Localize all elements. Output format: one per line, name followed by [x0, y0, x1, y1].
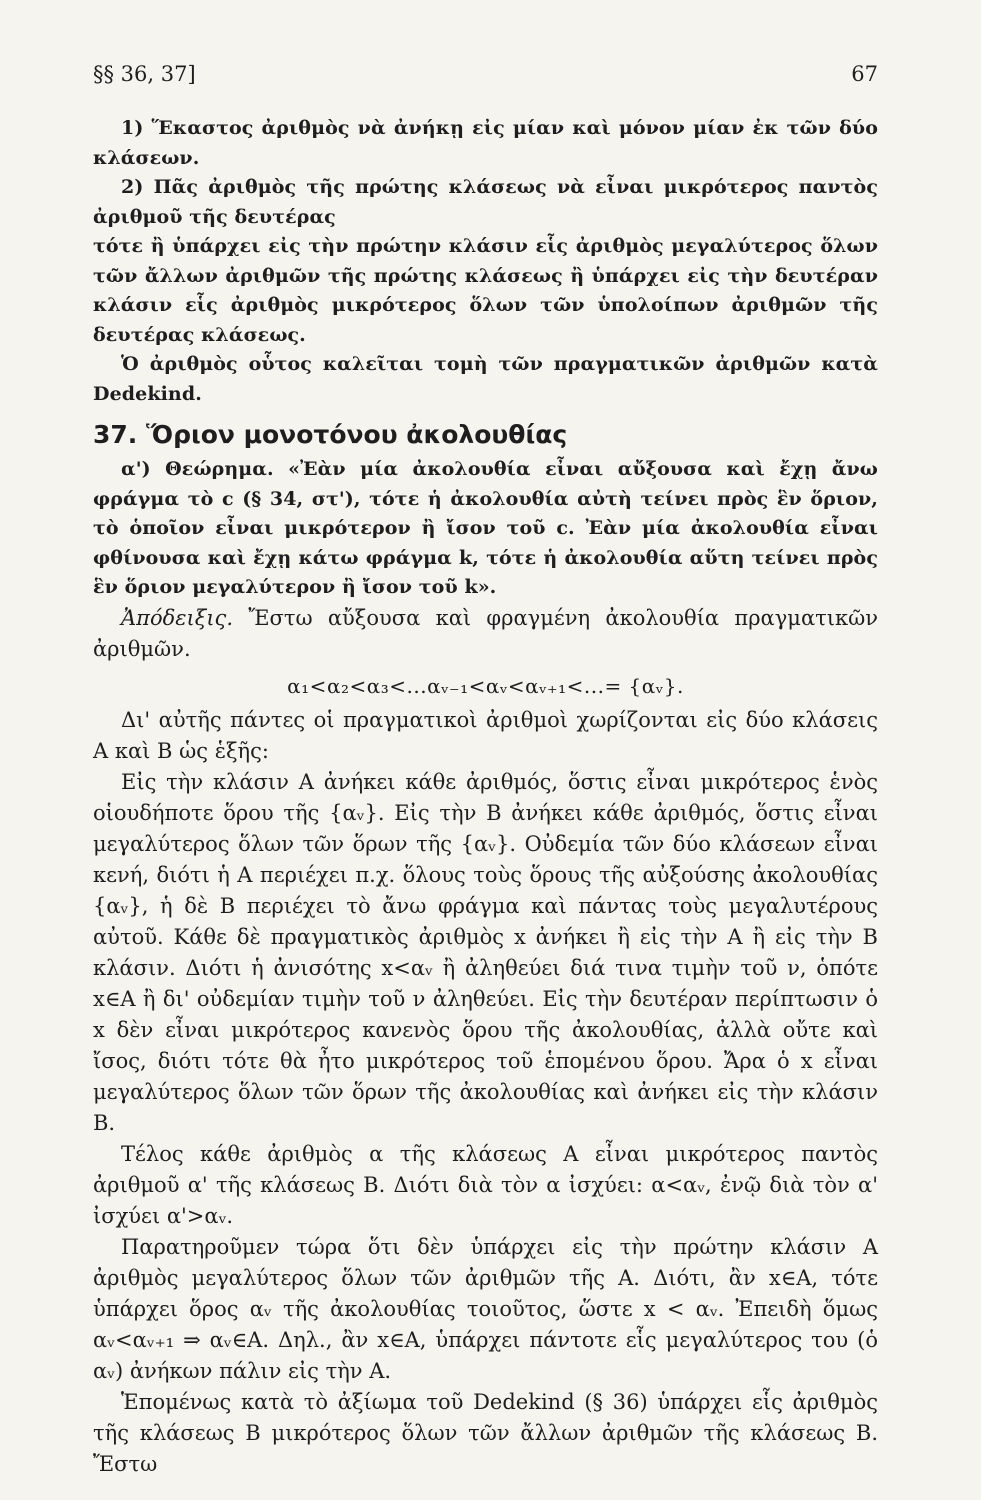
paragraph-classes: Δι' αὐτῆς πάντες οἱ πραγματικοὶ ἀριθμοὶ χωρίζονται εἰς δύο κλάσεις Α καὶ Β ὡς ἑξῆς: — [93, 707, 878, 763]
proof-label: Ἀπόδειξις. — [121, 605, 233, 630]
sequence-formula: α₁<α₂<α₃<...αᵥ₋₁<αᵥ<αᵥ₊₁<...= {αᵥ}. — [287, 673, 684, 698]
section-number: 37. — [93, 420, 138, 449]
page-number: 67 — [851, 62, 878, 86]
paragraph-no-maximum: Παρατηροῦμεν τώρα ὅτι δὲν ὑπάρχει εἰς τὴν πρώτην κλάσιν Α ἀριθμὸς μεγαλύτερος ὅλων τῶν ἀριθμῶν τῆς Α. Διότι, ἂν x∈Α, τότε ὑπάρχει ὅρος αᵥ τῆς ἀκολουθίας τοιοῦτος, ὥστε x < αᵥ. Ἐπειδὴ ὅμως αᵥ<αᵥ₊₁ ⇒ αᵥ∈Α. Δηλ., ἂν x∈Α, ὑπάρχει πάντοτε εἷς μεγαλύτερος του (ὁ αᵥ) ἀνήκων πάλιν εἰς τὴν Α. — [93, 1234, 878, 1383]
running-head-sections: §§ 36, 37] — [93, 62, 196, 86]
paragraph-ordering: Τέλος κάθε ἀριθμὸς α τῆς κλάσεως Α εἶναι μικρότερος παντὸς ἀριθμοῦ α' τῆς κλάσεως Β. Διότι διὰ τὸν α ἰσχύει: α<αᵥ, ἐνῷ διὰ τὸν α' ἰσχύει α'>αᵥ. — [93, 1141, 878, 1228]
proof-intro-paragraph — [93, 603, 878, 665]
dedekind-conclusion: τότε ἢ ὑπάρχει εἰς τὴν πρώτην κλάσιν εἷς ἀριθμὸς μεγαλύτερος ὅλων τῶν ἄλλων ἀριθμῶν τῆς πρώτης κλάσεως ἢ ὑπάρχει εἰς τὴν δευτέραν κλάσιν εἷς ἀριθμὸς μικρότερος ὅλων τῶν ὑπολοίπων ἀριθμῶν τῆς δευτέρας κλάσεως. — [93, 235, 878, 346]
proof-intro: Ἔστω αὔξουσα καὶ φραγμένη ἀκολουθία πραγματικῶν ἀριθμῶν. — [93, 605, 878, 661]
theorem-statement: α') Θεώρημα. «Ἐὰν μία ἀκολουθία εἶναι αὔξουσα καὶ ἔχῃ ἄνω φράγμα τὸ c (§ 34, στ'), τότε ἡ ἀκολουθία αὐτὴ τείνει πρὸς ἓν ὅριον, τὸ ὁποῖον εἶναι μικρότερον ἢ ἴσον τοῦ c. Ἐὰν μία ἀκολουθία εἶναι φθίνουσα καὶ ἔχῃ κάτω φράγμα k, τότε ἡ ἀκολουθία αὕτη τείνει πρὸς ἓν ὅριον μεγαλύτερον ἢ ἴσον τοῦ k». — [93, 458, 878, 598]
page-body — [93, 114, 878, 1480]
paragraph-dedekind-axiom: Ἑπομένως κατὰ τὸ ἀξίωμα τοῦ Dedekind (§ 36) ὑπάρχει εἷς ἀριθμὸς τῆς κλάσεως Β μικρότερος ὅλων τῶν ἄλλων ἀριθμῶν τῆς κλάσεως Β. Ἔστω — [93, 1389, 878, 1476]
section-heading — [93, 419, 878, 451]
section-title: Ὅριον μονοτόνου ἀκολουθίας — [146, 420, 568, 449]
condition-2: 2) Πᾶς ἀριθμὸς τῆς πρώτης κλάσεως νὰ εἶναι μικρότερος παντὸς ἀριθμοῦ τῆς δευτέρας — [93, 176, 878, 228]
dedekind-cut-definition: Ὁ ἀριθμὸς οὗτος καλεῖται τομὴ τῶν πραγματικῶν ἀριθμῶν κατὰ Dedekind. — [93, 353, 878, 405]
condition-1: 1) Ἕκαστος ἀριθμὸς νὰ ἀνήκῃ εἰς μίαν καὶ μόνον μίαν ἐκ τῶν δύο κλάσεων. — [93, 117, 878, 169]
page-header — [93, 62, 878, 92]
paragraph-class-definitions: Εἰς τὴν κλάσιν Α ἀνήκει κάθε ἀριθμός, ὅστις εἶναι μικρότερος ἑνὸς οἱουδήποτε ὅρου τῆς {αᵥ}. Εἰς τὴν Β ἀνήκει κάθε ἀριθμός, ὅστις εἶναι μεγαλύτερος ὅλων τῶν ὅρων τῆς {αᵥ}. Οὐδεμία τῶν δύο κλάσεων εἶναι κενή, διότι ἡ Α περιέχει π.χ. ὅλους τοὺς ὅρους τῆς αὐξούσης ἀκολουθίας {αᵥ}, ἡ δὲ Β περιέχει τὸ ἄνω φράγμα καὶ πάντας τοὺς μεγαλυτέρους αὐτοῦ. Κάθε δὲ πραγματικὸς ἀριθμὸς x ἀνήκει ἢ εἰς τὴν Α ἢ εἰς τὴν Β κλάσιν. Διότι ἡ ἀνισότης x<αᵥ ἢ ἀληθεύει διά τινα τιμὴν τοῦ ν, ὁπότε x∈Α ἢ δι' οὐδεμίαν τιμὴν τοῦ ν ἀληθεύει. Εἰς τὴν δευτέραν περίπτωσιν ὁ x δὲν εἶναι μικρότερος κανενὸς ὅρου τῆς ἀκολουθίας, ἀλλὰ οὔτε καὶ ἴσος, διότι τότε θὰ ἦτο μικρότερος τοῦ ἑπομένου ὅρου. Ἄρα ὁ x εἶναι μεγαλύτερος ὅλων τῶν ὅρων τῆς ἀκολουθίας καὶ ἀνήκει εἰς τὴν κλάσιν Β. — [93, 769, 878, 1135]
